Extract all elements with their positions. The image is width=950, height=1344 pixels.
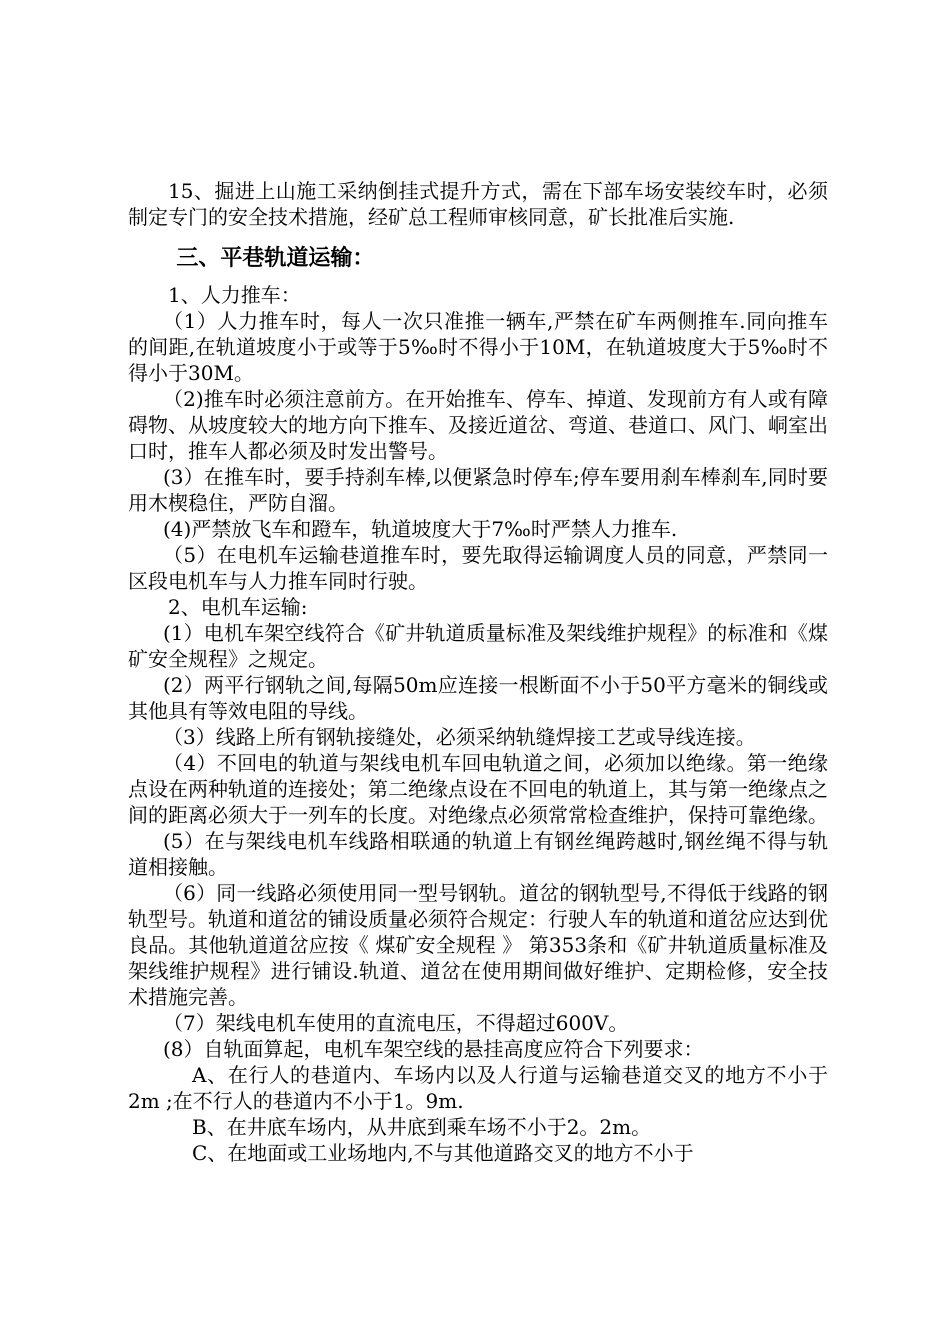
paragraph-electric-locomotive-title: 2、电机车运输: [168,595,308,619]
paragraph-electric-2: (2）两平行钢轨之间,每隔50m应连接一根断面不小于50平方毫米的铜线或其他具有等效电阻的导线。 [128,673,828,723]
paragraph-electric-3: （3）线路上所有钢轨接缝处，必须采纳轨缝焊接工艺或导线连接。 [163,725,756,749]
section-heading: 三、平巷轨道运输： [176,246,375,271]
paragraph-electric-7: （7）架线电机车使用的直流电压，不得超过600V。 [163,1011,629,1035]
paragraph-requirement-c: C、在地面或工业场地内,不与其他道路交叉的地方不小于 [192,1141,694,1165]
intro-paragraph: 15、掘进上山施工采纳倒挂式提升方式，需在下部车场安装绞车时，必须制定专门的安全技术措施，经矿总工程师审核同意，矿长批准后实施. [128,179,828,229]
paragraph-manual-push-title: 1、人力推车： [168,283,301,307]
paragraph-manual-push-2: （2)推车时必须注意前方。在开始推车、停车、掉道、发现前方有人或有障碍物、从坡度较大的地方向下推车、及接近道岔、弯道、巷道口、风门、峒室出口时，推车人都必须及时发出警号。 [128,387,828,463]
paragraph-electric-8: (8）自轨面算起，电机车架空线的悬挂高度应符合下列要求： [163,1037,704,1061]
paragraph-electric-5: (5）在与架线电机车线路相联通的轨道上有钢丝绳跨越时,钢丝绳不得与轨道相接触。 [128,829,828,879]
paragraph-manual-push-5: （5）在电机车运输巷道推车时，要先取得运输调度人员的同意，严禁同一区段电机车与人力推车同时行驶。 [128,543,828,593]
paragraph-electric-1: (1）电机车架空线符合《矿井轨道质量标准及架线维护规程》的标准和《煤矿安全规程》之规定。 [128,621,828,671]
paragraph-manual-push-3: (3）在推车时，要手持刹车棒,以便紧急时停车;停车要用刹车棒刹车,同时要用木楔稳住，严防自溜。 [128,465,828,515]
paragraph-electric-6: （6）同一线路必须使用同一型号钢轨。道岔的钢轨型号,不得低于线路的钢轨型号。轨道和道岔的铺设质量必须符合规定：行驶人车的轨道和道岔应达到优良品。其他轨道道岔应按《 煤矿安全规程 》 第353条和《矿井轨道质量标准及架线维护规程》进行铺设.轨道、道岔在使用期间做好维护、定期检修，安全技术措施完善。 [128,881,828,1009]
paragraph-requirement-b: B、在井底车场内，从井底到乘车场不小于2。2m。 [192,1115,652,1139]
paragraph-manual-push-1: （1）人力推车时，每人一次只准推一辆车,严禁在矿车两侧推车.同向推车的间距,在轨道坡度小于或等于5‰时不得小于10M，在轨道坡度大于5‰时不得小于30M。 [128,309,828,385]
paragraph-requirement-a: A、在行人的巷道内、车场内以及人行道与运输巷道交叉的地方不小于2m ;在不行人的巷道内不小于1。9m. [128,1063,828,1113]
paragraph-electric-4: （4）不回电的轨道与架线电机车回电轨道之间，必须加以绝缘。第一绝缘点设在两种轨道的连接处；第二绝缘点设在不回电的轨道上，其与第一绝缘点之间的距离必须大于一列车的长度。对绝缘点必须常常检查维护，保持可靠绝缘。 [128,751,828,827]
paragraph-manual-push-4: (4)严禁放飞车和蹬车，轨道坡度大于7‰时严禁人力推车. [163,517,678,541]
document-page [128,178,828,1166]
